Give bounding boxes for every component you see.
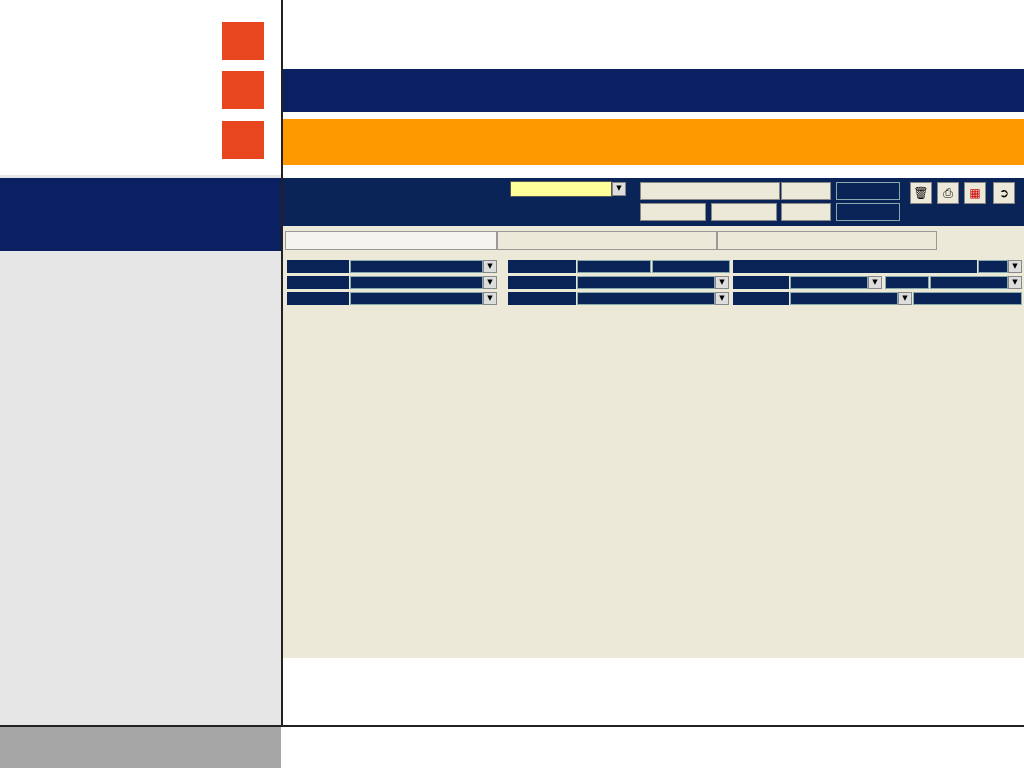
cqm-field[interactable]	[836, 182, 900, 200]
chevron-down-icon[interactable]: ▼	[898, 292, 912, 305]
intro-box	[0, 178, 281, 251]
chevron-down-icon[interactable]: ▼	[483, 292, 497, 305]
brand-name	[0, 727, 281, 768]
print-icon[interactable]: ⎙	[937, 182, 959, 204]
trash-icon[interactable]: 🗑	[910, 182, 932, 204]
chevron-down-icon[interactable]: ▼	[715, 292, 729, 305]
page-title	[283, 69, 1024, 112]
badge-a	[222, 22, 264, 60]
chevron-down-icon[interactable]: ▼	[1008, 276, 1022, 289]
product-label	[508, 292, 576, 305]
auditor-field[interactable]	[790, 276, 868, 289]
chevron-down-icon[interactable]: ▼	[715, 276, 729, 289]
add-edit-questions-button[interactable]	[640, 182, 780, 200]
page-subtitle	[283, 119, 1024, 165]
audit-no-field[interactable]	[510, 181, 612, 197]
app-header	[283, 178, 1024, 226]
badge-w	[222, 121, 264, 159]
esh-field[interactable]	[836, 203, 900, 221]
chevron-down-icon[interactable]: ▼	[483, 276, 497, 289]
location-field[interactable]	[350, 260, 483, 273]
calculate-button[interactable]	[640, 203, 706, 221]
product-field[interactable]	[577, 292, 715, 305]
chevron-down-icon[interactable]: ▼	[1008, 260, 1022, 273]
cqm-button[interactable]	[781, 182, 831, 200]
customer-label	[287, 292, 349, 305]
cars-closed-field[interactable]	[978, 260, 1008, 273]
date-field[interactable]	[577, 260, 651, 273]
employee-field[interactable]	[790, 292, 898, 305]
tab-sections-8-9-notes[interactable]	[717, 231, 937, 250]
footer	[0, 725, 1024, 768]
left-panel	[0, 175, 281, 725]
tab-sections-4-7[interactable]	[497, 231, 717, 250]
cars-closed-label	[733, 260, 977, 273]
plant-field[interactable]	[350, 276, 483, 289]
tab-sections-0-3[interactable]	[285, 231, 497, 250]
supplier-label	[885, 276, 929, 289]
time-field[interactable]	[652, 260, 730, 273]
customer-field[interactable]	[350, 292, 483, 305]
new-audit-button[interactable]	[711, 203, 777, 221]
chevron-down-icon[interactable]: ▼	[483, 260, 497, 273]
audit-wizard-window	[283, 178, 1024, 658]
task-field[interactable]	[577, 276, 715, 289]
task-label	[508, 276, 576, 289]
plant-label	[287, 276, 349, 289]
supplier-field[interactable]	[930, 276, 1008, 289]
auditor-label	[733, 276, 789, 289]
employee-name-field[interactable]	[913, 292, 1022, 305]
badge-d	[222, 71, 264, 109]
esh-button[interactable]	[781, 203, 831, 221]
date-label	[508, 260, 576, 273]
chevron-down-icon[interactable]: ▼	[612, 182, 626, 196]
exit-icon[interactable]: ➲	[993, 182, 1015, 204]
chevron-down-icon[interactable]: ▼	[868, 276, 882, 289]
section-tabs	[283, 231, 1024, 250]
employee-label	[733, 292, 789, 305]
report-icon[interactable]: ▦	[964, 182, 986, 204]
location-label	[287, 260, 349, 273]
